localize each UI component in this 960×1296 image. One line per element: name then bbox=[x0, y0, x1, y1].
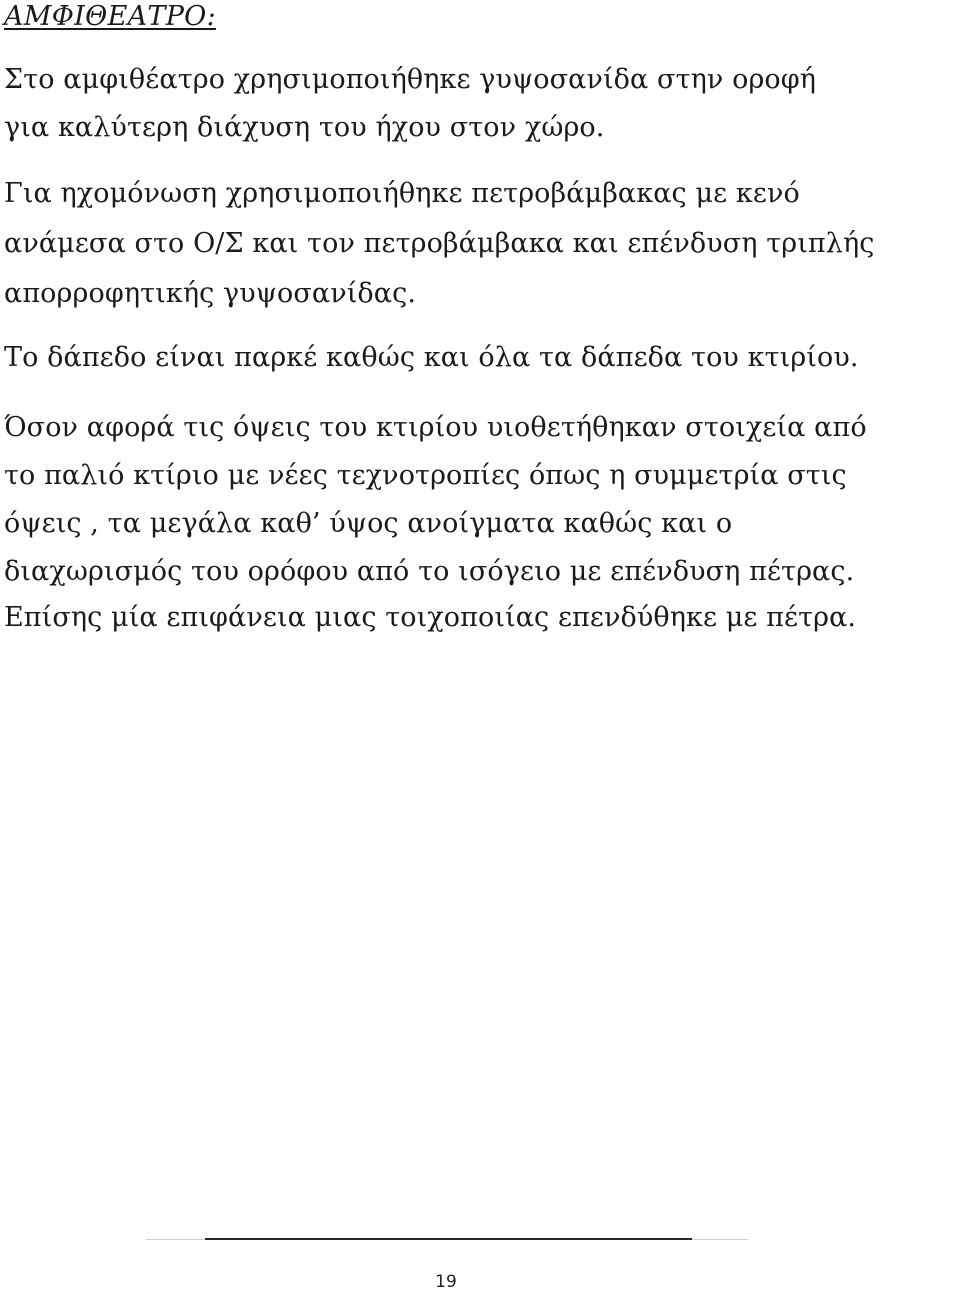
paragraph-line: απορροφητικής γυψοσανίδας. bbox=[4, 278, 417, 309]
paragraph-line: διαχωρισμός του ορόφου από το ισόγειο με επένδυση πέτρας. bbox=[4, 556, 855, 587]
paragraph-line: ανάμεσα στο Ο/Σ και τον πετροβάμβακα και επένδυση τριπλής bbox=[4, 228, 875, 259]
paragraph-line: Όσον αφορά τις όψεις του κτιρίου υιοθετήθηκαν στοιχεία από bbox=[4, 412, 867, 443]
paragraph-line: το παλιό κτίριο με νέες τεχνοτροπίες όπως η συμμετρία στις bbox=[4, 460, 847, 491]
footer-divider-accent bbox=[205, 1238, 692, 1240]
paragraph-line: Για ηχομόνωση χρησιμοποιήθηκε πετροβάμβακας με κενό bbox=[4, 178, 800, 209]
paragraph-line: Το δάπεδο είναι παρκέ καθώς και όλα τα δάπεδα του κτιρίου. bbox=[4, 342, 859, 373]
paragraph-line: Επίσης μία επιφάνεια μιας τοιχοποιίας επενδύθηκε με πέτρα. bbox=[4, 602, 857, 633]
paragraph-line: Στο αμφιθέατρο χρησιμοποιήθηκε γυψοσανίδα στην οροφή bbox=[4, 64, 817, 95]
section-heading: ΑΜΦΙΘΕΑΤΡΟ: bbox=[4, 1, 216, 32]
paragraph-line: όψεις , τα μεγάλα καθ’ ύψος ανοίγματα καθώς και ο bbox=[4, 508, 733, 539]
page-number: 19 bbox=[435, 1272, 457, 1292]
paragraph-line: για καλύτερη διάχυση του ήχου στον χώρο. bbox=[4, 112, 605, 143]
